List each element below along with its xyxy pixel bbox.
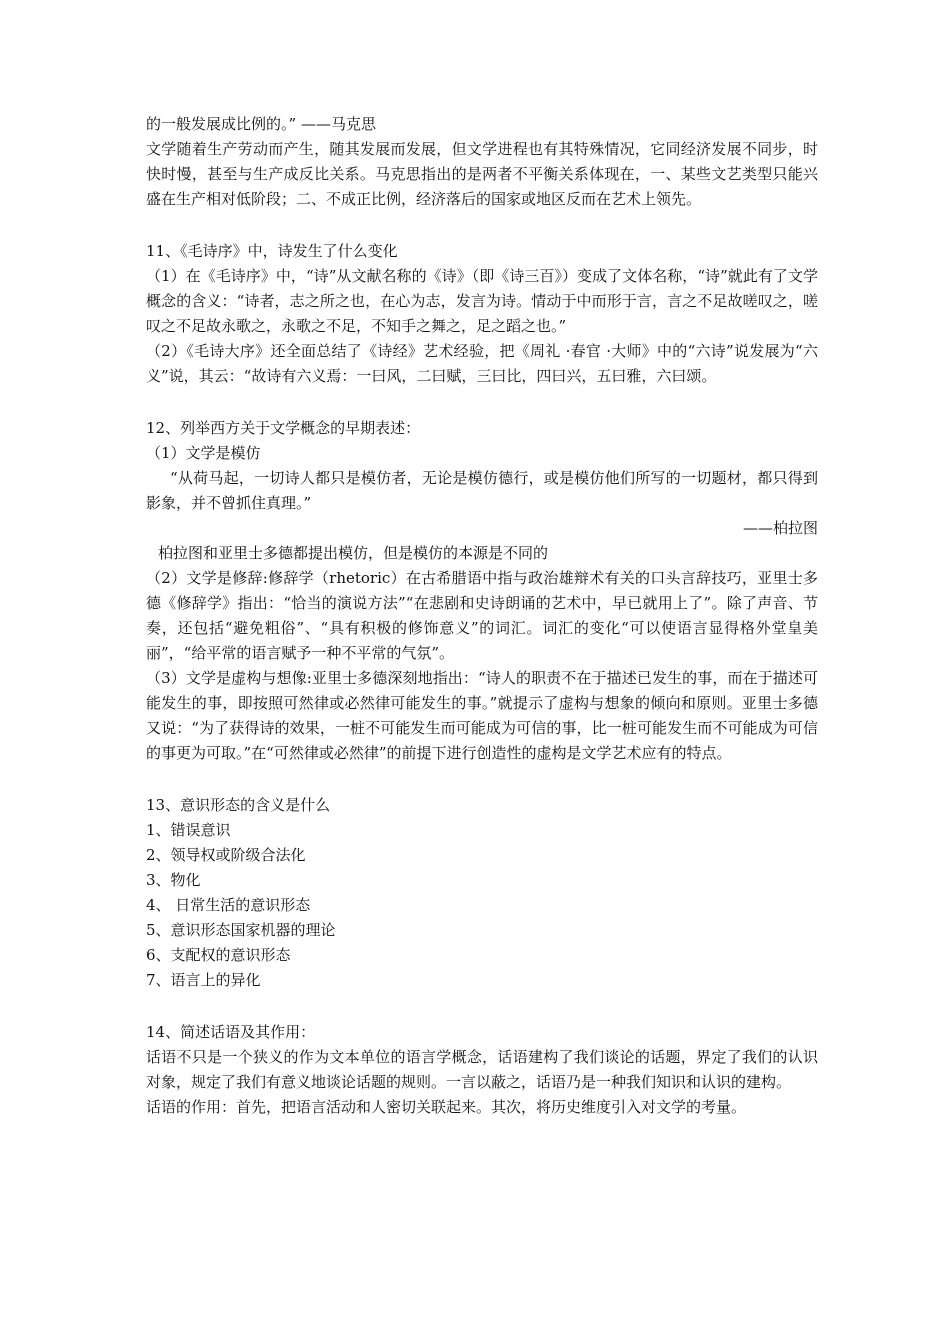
- ideology-list-item: 7、语言上的异化: [146, 971, 261, 989]
- document-body: [146, 112, 818, 1120]
- question-14-paragraph-2: 话语的作用：首先，把语言活动和人密切关联起来。其次，将历史维度引入对文学的考量。: [146, 1098, 747, 1116]
- section-spacer: [146, 212, 818, 237]
- question-12-paragraph-2: （2）文学是修辞:修辞学（rhetoric）在古希腊语中指与政治雄辩术有关的口头言辞技巧，亚里士多德《修辞学》指出：“恰当的演说方法”“在悲剧和史诗朗诵的艺术中，早已就用上了”。除了声音、节奏，还包括“避免粗俗”、“具有积极的修饰意义”的词汇。词汇的变化“可以使语言显得格外堂皇美丽”，“给平常的语言赋予一种不平常的气氛”。: [146, 569, 818, 662]
- question-12-paragraph-3: （3）文学是虚构与想像:亚里士多德深刻地指出：“诗人的职责不在于描述已发生的事，而在于描述可能发生的事，即按照可然律或必然律可能发生的事。”就提示了虚构与想象的倾向和原则。亚里士多德又说：“为了获得诗的效果，一桩不可能发生而可能成为可信的事，比一桩可能发生而不可能成为可信的事更为可取。”在“可然律或必然律”的前提下进行创造性的虚构是文学艺术应有的特点。: [146, 669, 818, 762]
- imitation-note: 柏拉图和亚里士多德都提出模仿，但是模仿的本源是不同的: [158, 544, 549, 562]
- question-12-subheading-1: （1）文学是模仿: [146, 444, 261, 462]
- question-14-paragraph-1: 话语不只是一个狭义的作为文本单位的语言学概念，话语建构了我们谈论的话题，界定了我们的认识对象，规定了我们有意义地谈论话题的规则。一言以蔽之，话语乃是一种我们知识和认识的建构。: [146, 1048, 818, 1091]
- section-spacer: [146, 389, 818, 414]
- ideology-list-item: 2、领导权或阶级合法化: [146, 846, 306, 864]
- ideology-list-item: 6、支配权的意识形态: [146, 946, 291, 964]
- section-spacer: [146, 766, 818, 791]
- question-12-heading: 12、列举西方关于文学概念的早期表述：: [146, 419, 421, 437]
- question-11-paragraph-2: （2）《毛诗大序》还全面总结了《诗经》艺术经验，把《周礼 ·春官 ·大师》中的“六诗”说发展为“六义”说，其云：“故诗有六义焉：一曰风，二曰赋，三曰比，四曰兴，五曰雅，六曰颂。: [146, 342, 818, 385]
- ideology-list-item: 5、意识形态国家机器的理论: [146, 921, 336, 939]
- section-spacer: [146, 993, 818, 1018]
- question-11-heading: 11、《毛诗序》中，诗发生了什么变化: [146, 242, 398, 260]
- ideology-list-item: 1、错误意识: [146, 821, 231, 839]
- question-13-heading: 13、意识形态的含义是什么: [146, 796, 331, 814]
- question-11-paragraph-1: （1）在《毛诗序》中，“诗”从文献名称的《诗》（即《诗三百》）变成了文体名称，“诗”就此有了文学概念的含义：“诗者，志之所之也，在心为志，发言为诗。情动于中而形于言，言之不足故嗟叹之，嗟叹之不足故永歌之，永歌之不足，不知手之舞之，足之蹈之也。”: [146, 267, 818, 335]
- question-14-heading: 14、简述话语及其作用：: [146, 1023, 316, 1041]
- intro-paragraph: 文学随着生产劳动而产生，随其发展而发展，但文学进程也有其特殊情况，它同经济发展不同步，时快时慢，甚至与生产成反比关系。马克思指出的是两者不平衡关系体现在，一、某些文艺类型只能兴盛在生产相对低阶段；二、不成正比例，经济落后的国家或地区反而在艺术上领先。: [146, 140, 818, 208]
- plato-attribution: ——柏拉图: [742, 519, 818, 537]
- intro-quote-end: 的一般发展成比例的。” ——马克思: [146, 115, 376, 133]
- ideology-list-item: 4、 日常生活的意识形态: [146, 896, 311, 914]
- plato-quote: “从荷马起，一切诗人都只是模仿者，无论是模仿德行，或是模仿他们所写的一切题材，都只得到影象，并不曾抓住真理。”: [146, 469, 818, 512]
- ideology-list-item: 3、物化: [146, 871, 201, 889]
